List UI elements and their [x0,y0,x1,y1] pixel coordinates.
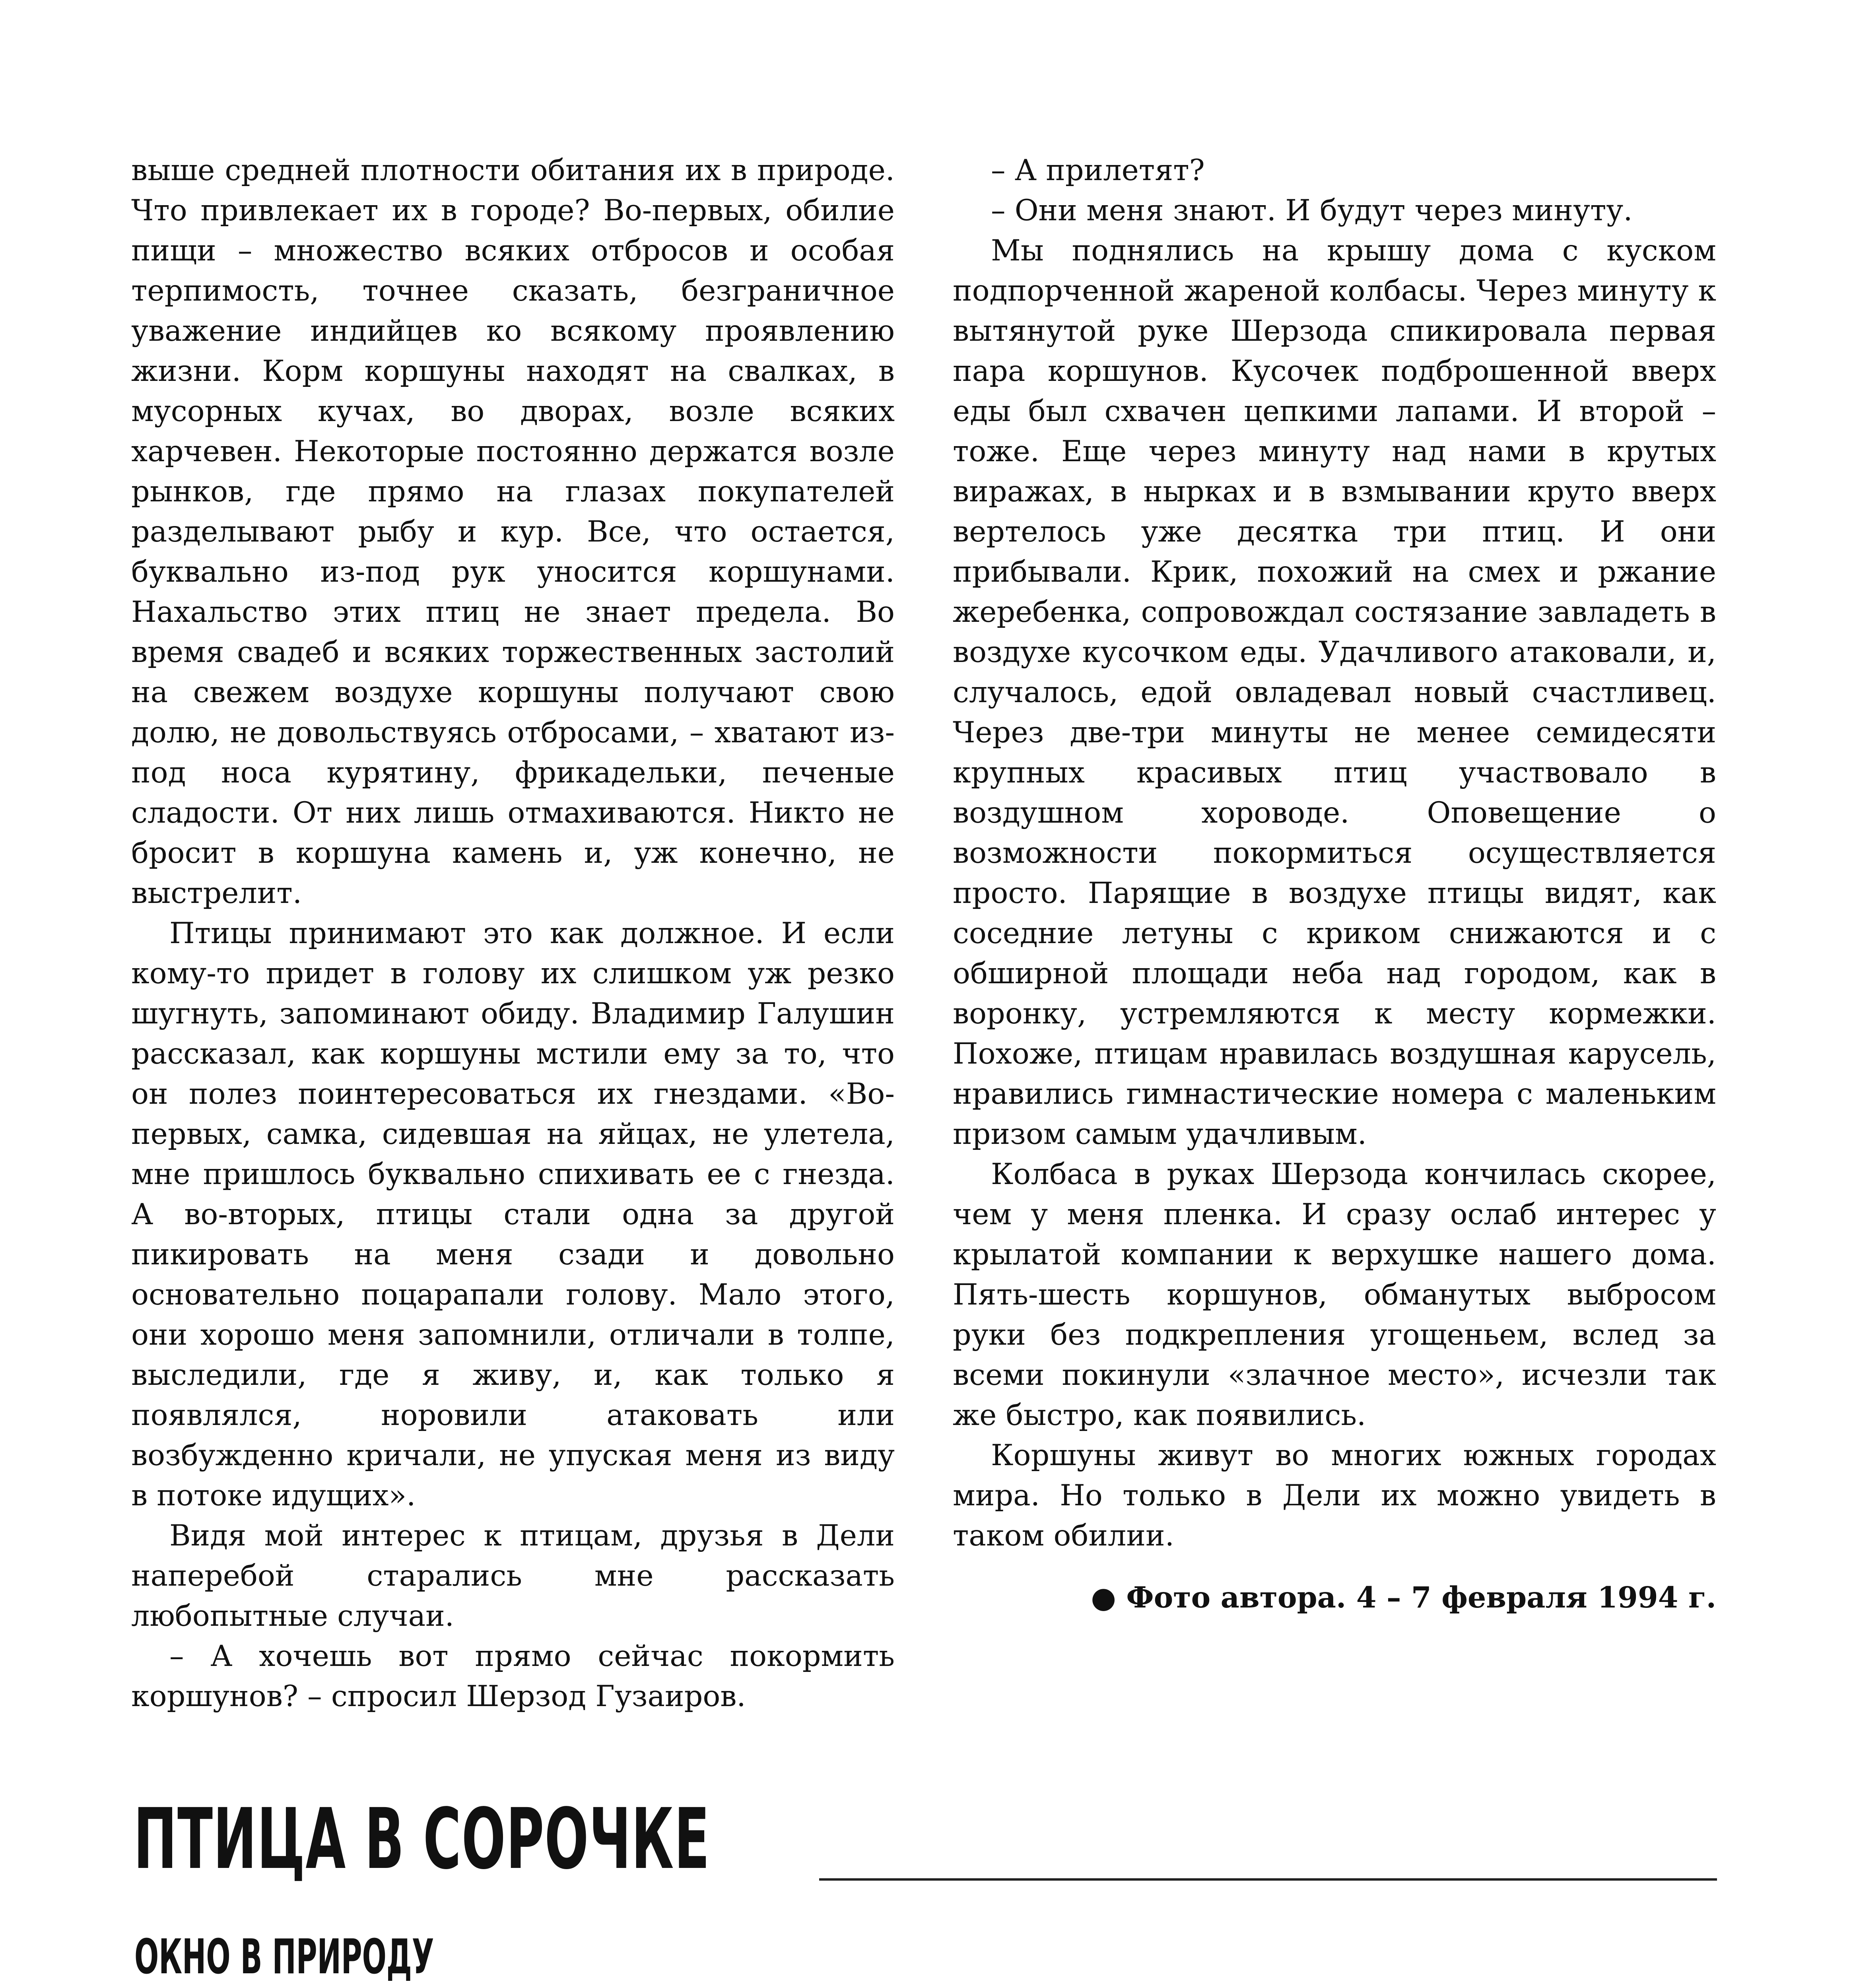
paragraph: – А хочешь вот прямо сейчас покормить коршунов? – спросил Шерзод Гузаиров. [131,1639,895,1713]
paragraph: – А прилетят? [991,153,1205,187]
photo-credit: ● Фото автора. 4 – 7 февраля 1994 г. [1091,1580,1716,1615]
article-headline: ПТИЦА В СОРОЧКЕ [134,1790,710,1888]
paragraph: выше средней плотности обитания их в природе. Что привлекает их в городе? Во-первых, обилие пищи – множество всяких отбросов и особая терпимость, точнее сказать, безграничное уважение индийцев ко всякому проявлению жизни. Корм коршуны находят на свалках, в мусорных кучах, во дворах, возле всяких харчевен. Некоторые постоянно держатся возле рынков, где прямо на глазах покупателей разделывают рыбу и кур. Все, что остается, буквально из-под рук уносится коршунами. Нахальство этих птиц не знает предела. Во время свадеб и всяких торжественных застолий на свежем воздухе коршуны получают свою долю, не довольствуясь отбросами, – хватают из-под носа курятину, фрикадельки, печеные сладости. От них лишь отмахиваются. Никто не бросит в коршуна камень и, уж конечно, не выстрелит. [131,153,895,910]
article-subheadline: ОКНО В ПРИРОДУ [134,1930,434,1985]
right-column-top [953,150,1716,1556]
paragraph: Колбаса в руках Шерзода кончилась скорее, чем у меня пленка. И сразу ослаб интерес у крылатой компании к верхушке нашего дома. Пять-шесть коршунов, обманутых выбросом руки без подкрепления угощеньем, вслед за всеми покинули «злачное место», исчезли так же быстро, как появились. [953,1157,1716,1432]
headline-rule [819,1878,1717,1881]
paragraph: – Они меня знают. И будут через минуту. [991,194,1633,227]
left-column-top [131,150,895,1716]
paragraph: Видя мой интерес к птицам, друзья в Дели наперебой старались мне рассказать любопытные случаи. [131,1519,895,1633]
paragraph: Мы поднялись на крышу дома с куском подпорченной жареной колбасы. Через минуту к вытянутой руке Шерзода спикировала первая пара коршунов. Кусочек подброшенной вверх еды был схвачен цепкими лапами. И второй – тоже. Еще через минуту над нами в крутых виражах, в нырках и в взмывании круто вверх вертелось уже десятка три птиц. И они прибывали. Крик, похожий на смех и ржание жеребенка, сопровождал состязание завладеть в воздухе кусочком еды. Удачливого атаковали, и, случалось, едой овладевал новый счастливец. Через две-три минуты не менее семидесяти крупных красивых птиц участвовало в воздушном хороводе. Оповещение о возможности покормиться осуществляется просто. Парящие в воздухе птицы видят, как соседние летуны с криком снижаются и с обширной площади неба над городом, как в воронку, устремляются к месту кормежки. Похоже, птицам нравилась воздушная карусель, нравились гимнастические номера с маленьким призом самым удачливым. [953,234,1716,1151]
paragraph: Птицы принимают это как должное. И если кому-то придет в голову их слишком уж резко шугнуть, запоминают обиду. Владимир Галушин рассказал, как коршуны мстили ему за то, что он полез поинтересоваться их гнездами. «Во-первых, самка, сидевшая на яйцах, не улетела, мне пришлось буквально спихивать ее с гнезда. А во-вторых, птицы стали одна за другой пикировать на меня сзади и довольно основательно поцарапали голову. Мало этого, они хорошо меня запомнили, отличали в толпе, выследили, где я живу, и, как только я появлялся, норовили атаковать или возбужденно кричали, не упуская меня из виду в потоке идущих». [131,916,895,1512]
paragraph: Коршуны живут во многих южных городах мира. Но только в Дели их можно увидеть в таком обилии. [953,1439,1716,1553]
